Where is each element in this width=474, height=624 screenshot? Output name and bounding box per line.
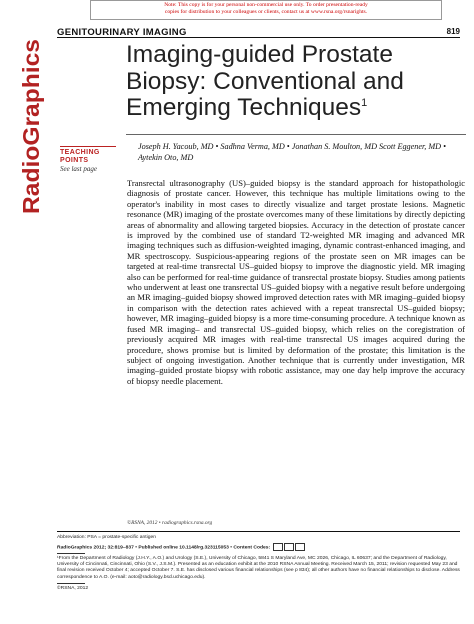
- usage-notice: [90, 0, 442, 20]
- citation-text: RadioGraphics 2012; 32:819–837 • Published online 10.1148/rg.323115053 • Content Codes:: [57, 544, 271, 550]
- article-title: [126, 42, 466, 122]
- article-title-text: Imaging-guided Prostate Biopsy: Conventional and Emerging Techniques: [126, 41, 404, 121]
- notice-line-2: copies for distribution to your colleagues or clients, contact us at www.rsna.org/rsnarights.: [164, 8, 368, 15]
- notice-line-1: Note: This copy is for your personal non-commercial use only. To order presentation-ready: [164, 2, 368, 8]
- content-code-icon: [295, 543, 305, 551]
- affiliations-note: ¹From the Department of Radiology (J.H.Y., A.O.) and Urology (S.E.), University of Chicago, 5841 S Maryland Ave, MC 2026, Chicago, IL 60637; and the Department of Radiology, University of Cincinnati, Cincinnati, Ohio (S.V., J.S.M.). Presented as an education exhibit at the 2010 RSNA Annual Meeting. Received March 15, 2011; revision requested May 23 and final revision received October 4; accepted October 7. S.E. has disclosed various financial relationships (see p 834); all other authors have no financial relationships to disclose. Address correspondence to A.O. (e-mail: aoto@radiology.bsd.uchicago.edu).: [57, 556, 460, 580]
- header-rule: [57, 37, 460, 38]
- teaching-points-box: [60, 146, 116, 174]
- footnote-rule: [57, 553, 85, 554]
- content-code-icon: [273, 543, 283, 551]
- footer-copyright: ©RSNA, 2012: [57, 585, 89, 591]
- abstract-text: Transrectal ultrasonography (US)–guided biopsy is the standard approach for histopathologic diagnosis of prostate cancer. However, this technique has multiple limitations owing to the operator's inability in most cases to directly visualize and target prostate lesions. Magnetic resonance (MR) imaging of the prostate overcomes many of these limitations by directly depicting areas of abnormality and allowing targeted biopsies. Accuracy in the detection of prostate cancer is improved by the combined use of standard T2-weighted MR imaging and advanced MR imaging techniques such as diffusion-weighted imaging, dynamic contrast-enhanced imaging, and MR spectroscopy. Suspicious-appearing regions of the prostate seen on MR images can be targeted at real-time transrectal US–guided biopsy to improve the diagnostic yield. MR imaging also can be performed for real-time guidance of transrectal prostate biopsy. Studies among patients who underwent at least one transrectal US–guided biopsy with a negative result before undergoing an MR imaging–guided biopsy showed improved detection rates with MR imaging–guided biopsy in comparison with the detection rates achieved with a repeat transrectal US–guided biopsy; however, MR imaging–guided biopsy is a more time-consuming procedure. A technique known as fused MR imaging– and transrectal US–guided biopsy, which relies on the coregistration of previously acquired MR images with real-time transrectal US images acquired during the procedure, shows promise but is limited by deformation of the prostate; this limitation is the subject of ongoing investigation. Another technique that is currently under investigation, MR imaging–guided prostate biopsy with robotic assistance, may one day help improve the accuracy of biopsy needle placement.: [127, 178, 465, 386]
- title-rule: [126, 134, 466, 135]
- abstract: [127, 178, 465, 386]
- see-last-page: See last page: [60, 165, 97, 173]
- journal-logo: [14, 36, 46, 216]
- teaching-points-label-2: POINTS: [60, 157, 89, 164]
- journal-logo-text: RadioGraphics: [18, 50, 44, 214]
- footnote-rule: [57, 583, 85, 584]
- citation-line: [57, 543, 462, 551]
- author-list: Joseph H. Yacoub, MD • Sadhna Verma, MD • Jonathan S. Moulton, MD Scott Eggener, MD • Aytekin Oto, MD: [138, 142, 447, 162]
- copyright-line: ©RSNA, 2012 • radiographics.rsna.org: [127, 520, 213, 526]
- teaching-points-label-1: TEACHING: [60, 149, 100, 156]
- section-title: GENITOURINARY IMAGING: [57, 27, 187, 38]
- content-code-icon: [284, 543, 294, 551]
- footer-divider: [57, 531, 460, 532]
- abbreviation-note: Abbreviation: PSA = prostate-specific antigen: [57, 535, 156, 540]
- title-footnote-marker: 1: [361, 96, 368, 109]
- page-number: 819: [446, 27, 460, 36]
- footer-notes: [57, 535, 462, 593]
